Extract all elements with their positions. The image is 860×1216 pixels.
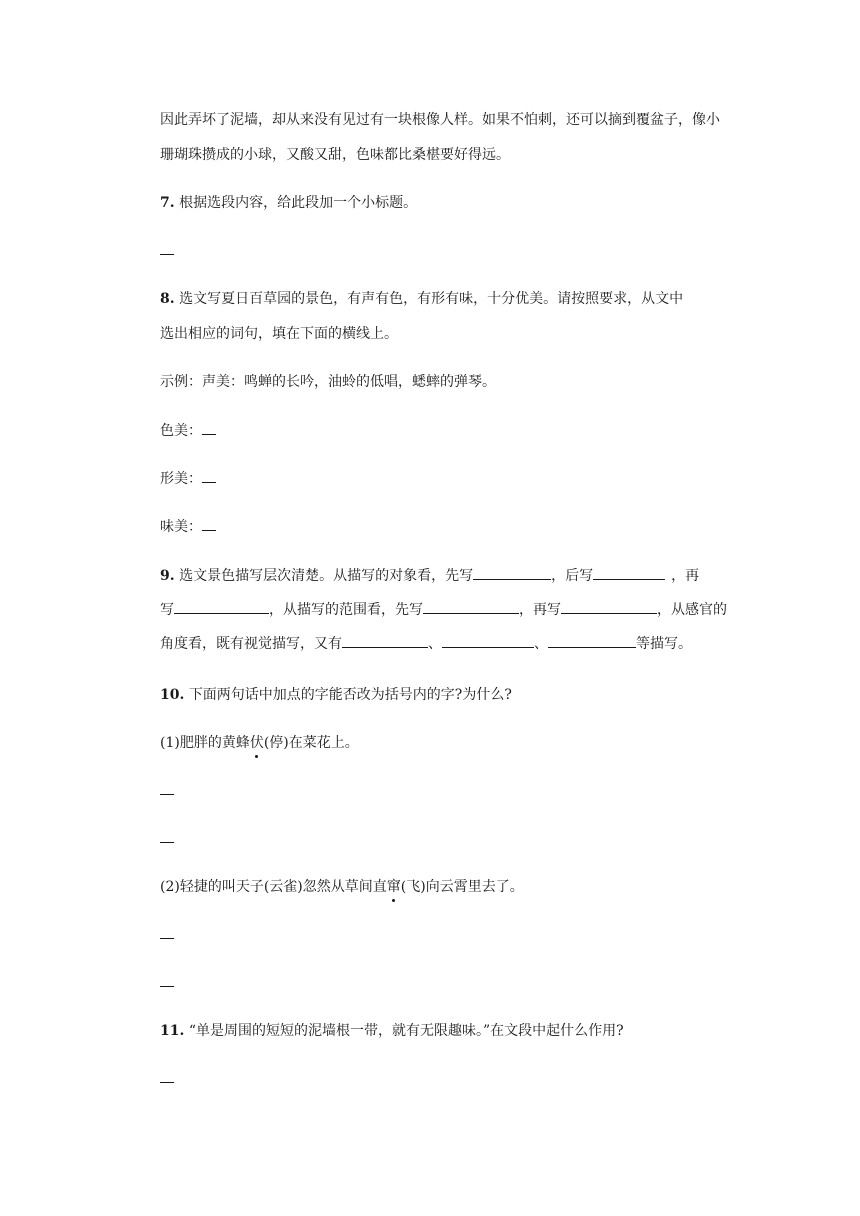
answer-line[interactable] (160, 973, 174, 993)
question-text: 选出相应的词句，填在下面的横线上。 (160, 326, 398, 342)
passage-text: 珊瑚珠攒成的小球，又酸又甜，色味都比桑椹要好得远。 (160, 147, 510, 163)
answer-blank[interactable] (473, 565, 551, 580)
question-10 (160, 685, 512, 705)
example-line (160, 372, 496, 392)
answer-blank[interactable] (202, 422, 216, 435)
question-9-line-1 (160, 565, 699, 586)
taste-beauty-line (160, 517, 216, 537)
example-text: 示例：声美：鸣蝉的长吟，油蛉的低唱，蟋蟀的弹琴。 (160, 374, 496, 390)
answer-line[interactable] (160, 1069, 174, 1089)
question-text: 选文景色描写层次清楚。从描写的对象看，先写 (179, 568, 474, 584)
question-text: ，再写 (519, 602, 561, 618)
answer-line[interactable] (160, 781, 174, 801)
question-number: 7. (160, 195, 175, 211)
question-text: ，再 (671, 568, 700, 584)
question-text: ，后写 (551, 568, 594, 584)
color-beauty-line (160, 421, 216, 441)
answer-line[interactable] (160, 241, 174, 261)
question-text: 根据选段内容，给此段加一个小标题。 (179, 195, 418, 211)
answer-blank[interactable] (174, 599, 269, 614)
question-text: 下面两句话中加点的字能否改为括号内的字?为什么? (188, 687, 512, 703)
passage-line-1 (160, 110, 729, 130)
question-9-line-2 (160, 599, 727, 620)
shape-beauty-line (160, 469, 216, 489)
question-text: 角度看，既有视觉描写，又有 (160, 636, 342, 652)
question-number: 11. (160, 1023, 185, 1039)
question-text: “单是周围的短短的泥墙根一带，就有无限趣味。”在文段中起什么作用? (188, 1023, 624, 1039)
question-8-line-2 (160, 324, 398, 344)
shape-label: 形美： (160, 471, 202, 487)
emphasized-char: 窜 (386, 879, 401, 895)
question-text: 、 (428, 636, 442, 652)
sentence-1 (160, 733, 359, 753)
sentence-2 (160, 877, 524, 897)
answer-blank[interactable] (202, 518, 216, 531)
question-number: 10. (160, 687, 185, 703)
answer-blank[interactable] (423, 599, 519, 614)
question-11 (160, 1021, 624, 1041)
passage-line-2 (160, 145, 510, 165)
answer-line[interactable] (160, 829, 174, 849)
question-text: ，从感官的 (657, 602, 727, 618)
question-text: 等描写。 (636, 636, 692, 652)
answer-blank[interactable] (548, 633, 636, 648)
question-text: 、 (534, 636, 548, 652)
answer-blank[interactable] (342, 633, 428, 648)
sentence-text: (2)轻捷的叫天子(云雀)忽然从草间直 (160, 879, 387, 895)
question-number: 8. (160, 291, 175, 307)
passage-text: 因此弄坏了泥墙，却从来没有见过有一块根像人样。如果不怕刺，还可以摘到覆盆子，像小 (160, 112, 720, 128)
question-text: ，从描写的范围看，先写 (269, 602, 423, 618)
answer-blank[interactable] (202, 470, 216, 483)
answer-blank[interactable] (442, 633, 534, 648)
color-label: 色美： (160, 423, 202, 439)
taste-label: 味美： (160, 519, 202, 535)
sentence-text: (停)在菜花上。 (263, 735, 359, 751)
answer-line[interactable] (160, 925, 174, 945)
sentence-text: (1)肥胖的黄蜂 (160, 735, 250, 751)
question-number: 9. (160, 568, 175, 584)
question-8 (160, 289, 729, 309)
emphasized-char: 伏 (249, 735, 264, 751)
sentence-text: (飞)向云霄里去了。 (400, 879, 524, 895)
answer-blank[interactable] (561, 599, 657, 614)
question-7 (160, 193, 417, 213)
answer-blank[interactable] (593, 565, 665, 580)
question-text: 写 (160, 602, 174, 618)
question-9-line-3 (160, 633, 692, 654)
question-text: 选文写夏日百草园的景色，有声有色，有形有味，十分优美。请按照要求，从文中 (179, 291, 684, 307)
